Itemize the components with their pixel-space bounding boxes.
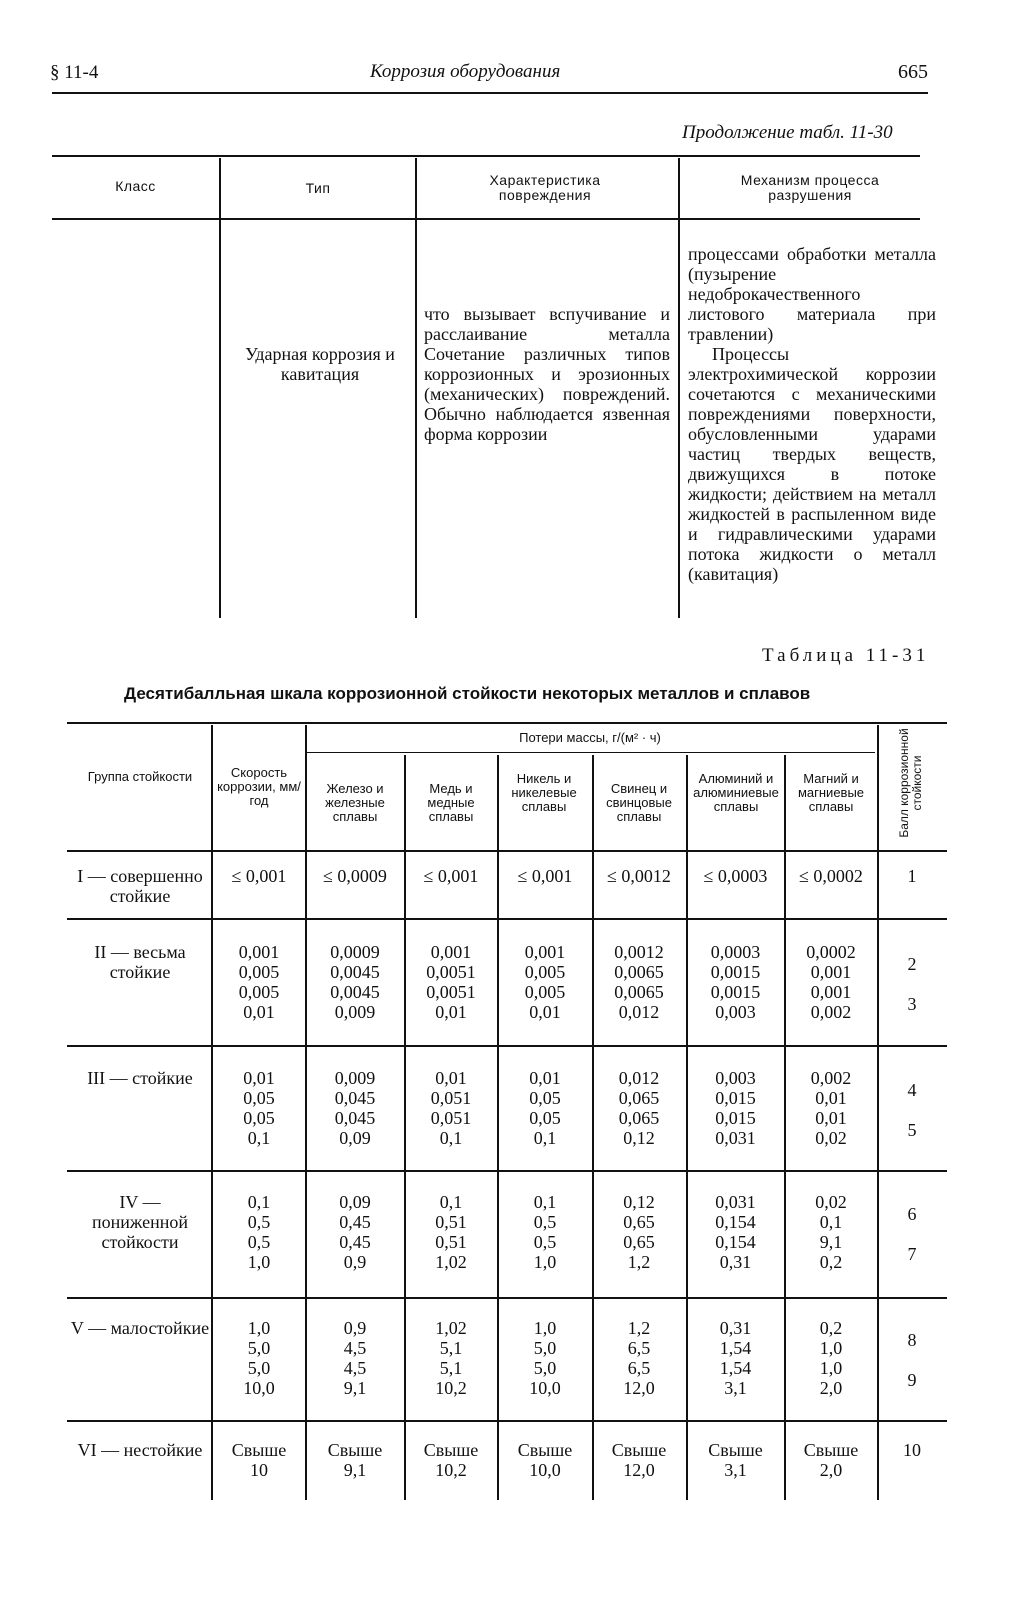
column-divider — [219, 158, 221, 618]
aluminium-cell: 0,0003 0,0015 0,0015 0,003 — [710, 942, 761, 1022]
column-header-iron: Железо и железные сплавы — [325, 781, 385, 824]
rule — [52, 218, 920, 220]
nickel-cell: 0,1 0,5 0,5 1,0 — [533, 1192, 557, 1272]
column-divider — [678, 158, 680, 618]
column-header-aluminium: Алюминий и алюминиевые сплавы — [693, 771, 779, 814]
mechanism-cell-continued: процессами обработки металла (пузырение недоброкачественного листового материала при травлении) — [688, 244, 936, 344]
iron-cell: 0,09 0,45 0,45 0,9 — [339, 1192, 371, 1272]
damage-cell: что вызывает вспучивание и расслаивание металла Сочетание различных типов коррозионных и эрозионных (механических) повреждений. Обычно наблюдается язвенная форма коррозии — [424, 304, 670, 444]
running-title: Коррозия оборудования — [370, 61, 561, 82]
column-divider — [415, 158, 417, 618]
column-header-mass-loss: Потери массы, г/(м² · ч) — [519, 730, 661, 745]
magnesium-cell: ≤ 0,0002 — [799, 866, 863, 886]
nickel-cell: Свыше 10,0 — [517, 1440, 573, 1480]
copper-cell: 0,1 0,51 0,51 1,02 — [435, 1192, 467, 1272]
group-cell: II — весьма стойкие — [94, 942, 186, 982]
iron-cell: 0,009 0,045 0,045 0,09 — [334, 1068, 376, 1148]
magnesium-cell: 0,0002 0,001 0,001 0,002 — [806, 942, 856, 1022]
lead-cell: 0,12 0,65 0,65 1,2 — [623, 1192, 655, 1272]
rule — [52, 155, 920, 157]
nickel-cell: 0,001 0,005 0,005 0,01 — [524, 942, 566, 1022]
nickel-cell: ≤ 0,001 — [517, 866, 573, 886]
column-header: Класс — [115, 178, 156, 194]
row-divider — [67, 1170, 947, 1172]
copper-cell: Свыше 10,2 — [423, 1440, 479, 1480]
iron-cell: 0,9 4,5 4,5 9,1 — [343, 1318, 367, 1398]
section-number: § 11-4 — [50, 62, 99, 83]
lead-cell: ≤ 0,0012 — [607, 866, 671, 886]
table-title: Десятибалльная шкала коррозионной стойкости некоторых металлов и сплавов — [124, 684, 811, 703]
score-cell: 2 3 — [907, 954, 917, 1014]
row-divider — [67, 918, 947, 920]
group-cell: VI — нестойкие — [77, 1440, 203, 1460]
rate-cell: 0,01 0,05 0,05 0,1 — [243, 1068, 275, 1148]
mechanism-cell: Процессы электрохимической коррозии сочетаются с механическими повреждениями поверхности, обусловленными ударами частиц твердых веществ, движущихся в потоке жидкости; действием на металл жидкостей в распыленном виде и гидравлическими ударами потока жидкости о металл (кавитация) — [688, 344, 936, 584]
column-header-rate: Скорость коррозии, мм/год — [217, 765, 301, 808]
rule — [67, 722, 947, 724]
header-rule — [52, 92, 928, 94]
table-label: Таблица 11-31 — [762, 645, 930, 666]
score-cell: 1 — [907, 866, 917, 886]
group-cell: V — малостойкие — [70, 1318, 210, 1338]
nickel-cell: 0,01 0,05 0,05 0,1 — [529, 1068, 561, 1148]
row-divider — [67, 1297, 947, 1299]
group-cell: IV — пониженной стойкости — [92, 1192, 188, 1252]
column-header-score: Балл коррозионной стойкости — [897, 728, 924, 838]
iron-cell: Свыше 9,1 — [327, 1440, 383, 1480]
column-header-copper: Медь и медные сплавы — [427, 781, 475, 824]
magnesium-cell: Свыше 2,0 — [803, 1440, 859, 1480]
continuation-label: Продолжение табл. 11-30 — [682, 122, 893, 143]
copper-cell: 1,02 5,1 5,1 10,2 — [435, 1318, 467, 1398]
aluminium-cell: 0,031 0,154 0,154 0,31 — [715, 1192, 756, 1272]
lead-cell: 0,0012 0,0065 0,0065 0,012 — [614, 942, 664, 1022]
magnesium-cell: 0,002 0,01 0,01 0,02 — [810, 1068, 852, 1148]
column-header: Тип — [305, 180, 331, 196]
lead-cell: Свыше 12,0 — [611, 1440, 667, 1480]
column-header: Механизм процесса разрушения — [740, 172, 880, 203]
aluminium-cell: 0,31 1,54 1,54 3,1 — [719, 1318, 752, 1398]
column-header-lead: Свинец и свинцовые сплавы — [606, 781, 672, 824]
rate-cell: 0,1 0,5 0,5 1,0 — [247, 1192, 271, 1272]
column-header-nickel: Никель и никелевые сплавы — [511, 771, 577, 814]
group-cell: I — совершенно стойкие — [77, 866, 203, 906]
aluminium-cell: Свыше 3,1 — [708, 1440, 763, 1480]
aluminium-cell: 0,003 0,015 0,015 0,031 — [715, 1068, 756, 1148]
column-header-magnesium: Магний и магниевые сплавы — [797, 771, 865, 814]
page-number: 665 — [898, 61, 928, 83]
score-cell: 4 5 — [907, 1080, 917, 1140]
rule — [67, 850, 947, 852]
aluminium-cell: ≤ 0,0003 — [703, 866, 768, 886]
copper-cell: 0,001 0,0051 0,0051 0,01 — [426, 942, 476, 1022]
copper-cell: ≤ 0,001 — [423, 866, 479, 886]
nickel-cell: 1,0 5,0 5,0 10,0 — [529, 1318, 561, 1398]
type-cell: Ударная коррозия и кавитация — [245, 344, 395, 384]
rate-cell: ≤ 0,001 — [231, 866, 287, 886]
lead-cell: 0,012 0,065 0,065 0,12 — [618, 1068, 660, 1148]
column-header: Характеристика повреждения — [489, 172, 601, 203]
iron-cell: ≤ 0,0009 — [323, 866, 387, 886]
rate-cell: 1,0 5,0 5,0 10,0 — [243, 1318, 275, 1398]
copper-cell: 0,01 0,051 0,051 0,1 — [430, 1068, 472, 1148]
column-header-group: Группа стойкости — [87, 769, 193, 784]
score-cell: 8 9 — [907, 1330, 917, 1390]
rate-cell: Свыше 10 — [231, 1440, 287, 1480]
row-divider — [67, 1420, 947, 1422]
rule — [305, 752, 875, 753]
lead-cell: 1,2 6,5 6,5 12,0 — [623, 1318, 655, 1398]
row-divider — [67, 1045, 947, 1047]
magnesium-cell: 0,2 1,0 1,0 2,0 — [819, 1318, 843, 1398]
iron-cell: 0,0009 0,0045 0,0045 0,009 — [330, 942, 380, 1022]
rate-cell: 0,001 0,005 0,005 0,01 — [238, 942, 280, 1022]
score-cell: 10 — [903, 1440, 921, 1460]
magnesium-cell: 0,02 0,1 9,1 0,2 — [815, 1192, 847, 1272]
score-cell: 6 7 — [907, 1204, 917, 1264]
group-cell: III — стойкие — [87, 1068, 193, 1088]
